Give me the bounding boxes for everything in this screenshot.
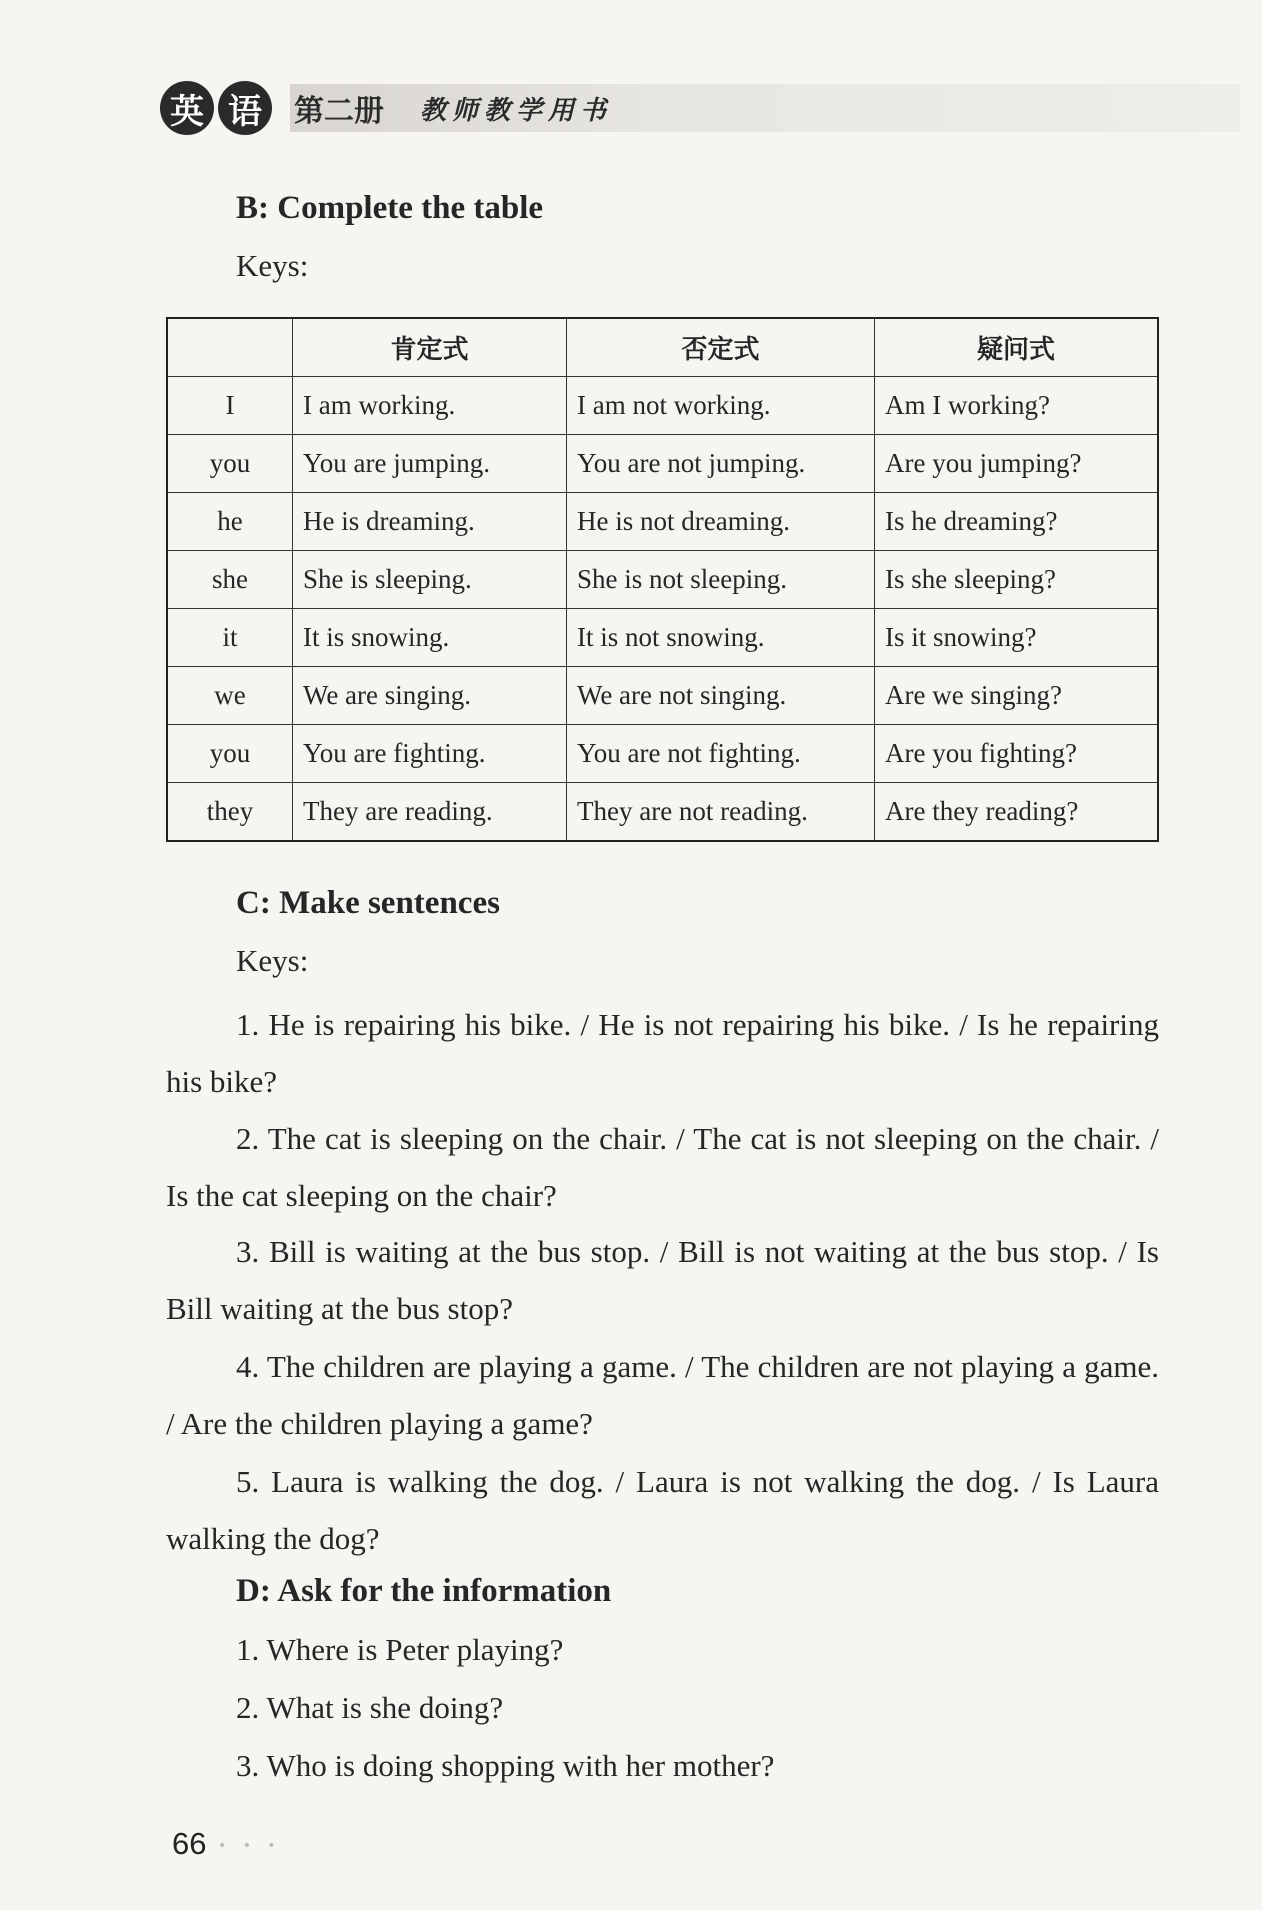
- table-row: [167, 725, 1158, 783]
- cell-pronoun: we: [167, 667, 293, 725]
- cell-negative: It is not snowing.: [567, 609, 875, 667]
- cell-pronoun: you: [167, 725, 293, 783]
- header-cell-negative: 否定式: [567, 318, 875, 377]
- cell-negative: You are not jumping.: [567, 435, 875, 493]
- section-c-title: C: Make sentences: [236, 885, 500, 921]
- cell-interrogative: Is it snowing?: [875, 609, 1159, 667]
- book-subtitle: 教师教学用书: [420, 95, 613, 126]
- header-cell-interrogative: 疑问式: [875, 318, 1159, 377]
- cell-interrogative: Are you jumping?: [875, 435, 1159, 493]
- cell-negative: They are not reading.: [567, 783, 875, 842]
- table-header-row: [167, 318, 1158, 377]
- section-c-item-1: 1. He is repairing his bike. / He is not repairing his bike. / Is he repairing his bike?: [166, 1007, 1159, 1099]
- section-c-item-5: 5. Laura is walking the dog. / Laura is not walking the dog. / Is Laura walking the dog?: [166, 1464, 1159, 1556]
- section-c-item-4: 4. The children are playing a game. / The children are not playing a game. / Are the children playing a game?: [166, 1349, 1159, 1441]
- cell-negative: You are not fighting.: [567, 725, 875, 783]
- badge-1: 英: [160, 81, 214, 135]
- cell-affirmative: We are singing.: [293, 667, 567, 725]
- table-row: [167, 609, 1158, 667]
- cell-interrogative: Is she sleeping?: [875, 551, 1159, 609]
- badge-2: 语: [218, 81, 272, 135]
- decorative-dots: • • •: [218, 1838, 282, 1854]
- header-cell-affirmative: 肯定式: [293, 318, 567, 377]
- cell-interrogative: Are we singing?: [875, 667, 1159, 725]
- cell-pronoun: they: [167, 783, 293, 842]
- cell-interrogative: Is he dreaming?: [875, 493, 1159, 551]
- section-b-keys-label: Keys:: [236, 248, 309, 283]
- section-b-title: B: Complete the table: [236, 190, 544, 226]
- cell-interrogative: Am I working?: [875, 377, 1159, 435]
- section-d-item-2: 2. What is she doing?: [236, 1690, 504, 1725]
- cell-affirmative: They are reading.: [293, 783, 567, 842]
- cell-pronoun: it: [167, 609, 293, 667]
- cell-pronoun: I: [167, 377, 293, 435]
- table-row: [167, 667, 1158, 725]
- cell-affirmative: You are fighting.: [293, 725, 567, 783]
- cell-affirmative: I am working.: [293, 377, 567, 435]
- cell-affirmative: You are jumping.: [293, 435, 567, 493]
- grammar-table: [166, 317, 1159, 842]
- cell-pronoun: he: [167, 493, 293, 551]
- book-title-badges: [160, 81, 272, 135]
- section-c-item-3: 3. Bill is waiting at the bus stop. / Bill is not waiting at the bus stop. / Is Bill waiting at the bus stop?: [166, 1234, 1159, 1326]
- cell-negative: She is not sleeping.: [567, 551, 875, 609]
- section-d-item-1: 1. Where is Peter playing?: [236, 1632, 564, 1667]
- cell-affirmative: It is snowing.: [293, 609, 567, 667]
- page-header: [160, 80, 1240, 136]
- cell-pronoun: you: [167, 435, 293, 493]
- section-d-title: D: Ask for the information: [236, 1573, 612, 1609]
- cell-negative: He is not dreaming.: [567, 493, 875, 551]
- table-row: [167, 551, 1158, 609]
- section-d-item-3: 3. Who is doing shopping with her mother?: [236, 1748, 775, 1783]
- cell-affirmative: She is sleeping.: [293, 551, 567, 609]
- cell-negative: I am not working.: [567, 377, 875, 435]
- table-row: [167, 435, 1158, 493]
- table-row: [167, 493, 1158, 551]
- cell-interrogative: Are they reading?: [875, 783, 1159, 842]
- page-number: 66: [172, 1826, 207, 1861]
- cell-interrogative: Are you fighting?: [875, 725, 1159, 783]
- header-cell-pronoun: [167, 318, 293, 377]
- section-c-item-2: 2. The cat is sleeping on the chair. / The cat is not sleeping on the chair. / Is the cat sleeping on the chair?: [166, 1121, 1159, 1213]
- cell-negative: We are not singing.: [567, 667, 875, 725]
- volume-label: 第二册: [294, 94, 384, 129]
- table-row: [167, 783, 1158, 842]
- cell-pronoun: she: [167, 551, 293, 609]
- cell-affirmative: He is dreaming.: [293, 493, 567, 551]
- table-row: [167, 377, 1158, 435]
- section-c-keys-label: Keys:: [236, 943, 309, 978]
